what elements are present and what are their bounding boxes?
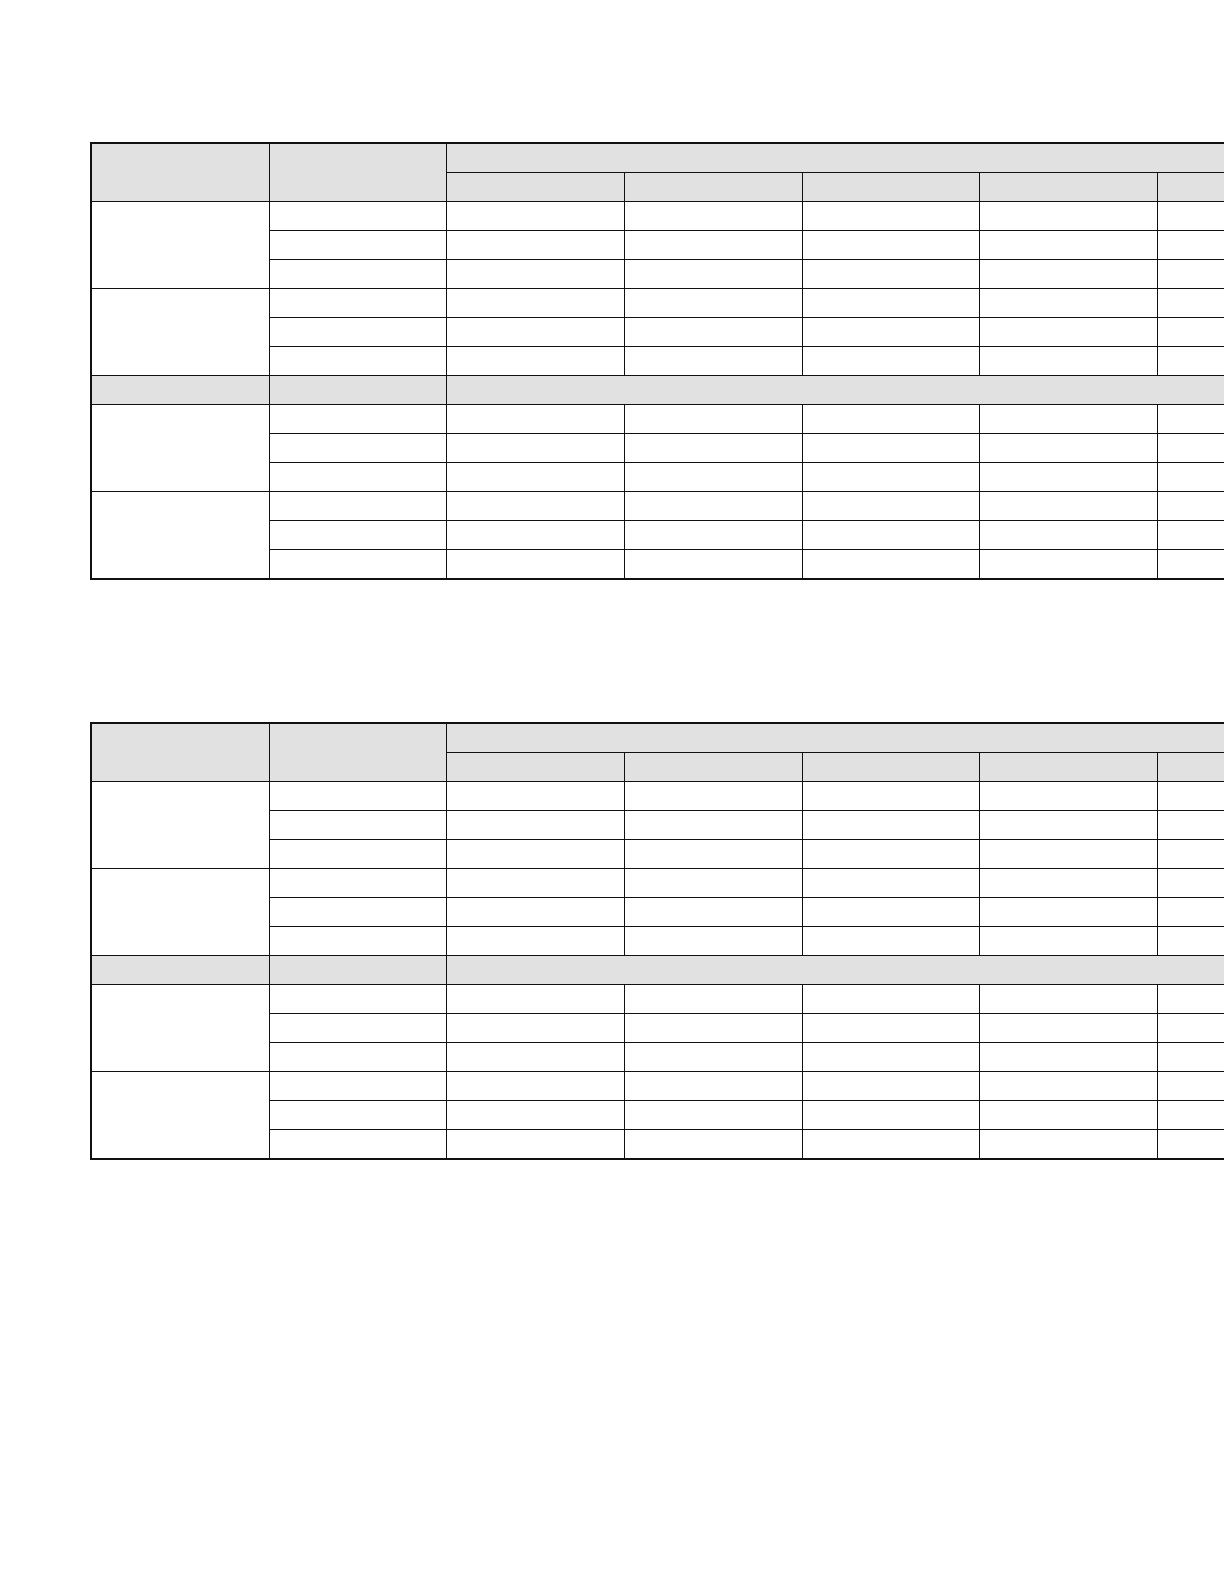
- item-cell: [269, 1014, 446, 1043]
- value-cell: [1157, 782, 1224, 811]
- section-band-row: [91, 956, 1224, 985]
- item-cell: [269, 347, 446, 376]
- table-row: [91, 202, 1224, 231]
- band-cell-span: [446, 376, 1224, 405]
- subheader-cell: [802, 173, 979, 202]
- section-band-row: [91, 376, 1224, 405]
- value-cell: [1157, 985, 1224, 1014]
- value-cell: [1157, 202, 1224, 231]
- item-cell: [269, 1101, 446, 1130]
- item-cell: [269, 1072, 446, 1101]
- value-cell: [446, 347, 624, 376]
- value-cell: [624, 840, 802, 869]
- item-cell: [269, 405, 446, 434]
- value-cell: [446, 318, 624, 347]
- value-cell: [1157, 927, 1224, 956]
- group-label-cell: [91, 869, 269, 956]
- item-cell: [269, 318, 446, 347]
- value-cell: [446, 231, 624, 260]
- subheader-cell: [979, 753, 1157, 782]
- value-cell: [802, 347, 979, 376]
- value-cell: [624, 1043, 802, 1072]
- value-cell: [624, 1072, 802, 1101]
- table-row: [91, 289, 1224, 318]
- value-cell: [1157, 898, 1224, 927]
- table-row: [91, 985, 1224, 1014]
- value-cell: [979, 1043, 1157, 1072]
- subheader-cell: [446, 753, 624, 782]
- value-cell: [802, 550, 979, 580]
- value-cell: [802, 492, 979, 521]
- value-cell: [979, 550, 1157, 580]
- group-label-cell: [91, 202, 269, 289]
- table-header-row: [91, 723, 1224, 753]
- value-cell: [446, 1101, 624, 1130]
- item-cell: [269, 492, 446, 521]
- value-cell: [446, 289, 624, 318]
- value-cell: [446, 840, 624, 869]
- value-cell: [624, 347, 802, 376]
- value-cell: [1157, 1072, 1224, 1101]
- value-cell: [446, 521, 624, 550]
- value-cell: [624, 405, 802, 434]
- value-cell: [1157, 811, 1224, 840]
- subheader-cell: [446, 173, 624, 202]
- value-cell: [624, 521, 802, 550]
- value-cell: [446, 1014, 624, 1043]
- value-cell: [802, 405, 979, 434]
- value-cell: [624, 550, 802, 580]
- value-cell: [802, 231, 979, 260]
- item-cell: [269, 289, 446, 318]
- item-cell: [269, 840, 446, 869]
- subheader-cell: [624, 753, 802, 782]
- data-table-1: [90, 142, 1224, 580]
- group-label-cell: [91, 1072, 269, 1160]
- item-cell: [269, 550, 446, 580]
- value-cell: [1157, 1130, 1224, 1160]
- value-cell: [979, 202, 1157, 231]
- value-cell: [979, 347, 1157, 376]
- value-cell: [979, 869, 1157, 898]
- value-cell: [446, 434, 624, 463]
- table-row: [91, 782, 1224, 811]
- value-cell: [446, 550, 624, 580]
- value-cell: [624, 1101, 802, 1130]
- subheader-cell: [1157, 173, 1224, 202]
- table-row: [91, 492, 1224, 521]
- item-cell: [269, 260, 446, 289]
- item-cell: [269, 231, 446, 260]
- value-cell: [446, 985, 624, 1014]
- value-cell: [1157, 869, 1224, 898]
- value-cell: [979, 1130, 1157, 1160]
- value-cell: [979, 492, 1157, 521]
- value-cell: [1157, 289, 1224, 318]
- value-cell: [802, 1130, 979, 1160]
- value-cell: [802, 1072, 979, 1101]
- value-cell: [624, 869, 802, 898]
- item-cell: [269, 782, 446, 811]
- value-cell: [446, 1072, 624, 1101]
- value-cell: [624, 1130, 802, 1160]
- table-row: [91, 869, 1224, 898]
- value-cell: [624, 492, 802, 521]
- item-cell: [269, 463, 446, 492]
- subheader-cell: [624, 173, 802, 202]
- subheader-cell: [1157, 753, 1224, 782]
- value-cell: [802, 521, 979, 550]
- item-cell: [269, 927, 446, 956]
- group-label-cell: [91, 405, 269, 492]
- value-cell: [979, 434, 1157, 463]
- value-cell: [802, 318, 979, 347]
- band-cell-item: [269, 956, 446, 985]
- value-cell: [802, 869, 979, 898]
- value-cell: [979, 1101, 1157, 1130]
- value-cell: [1157, 1014, 1224, 1043]
- item-cell: [269, 869, 446, 898]
- value-cell: [624, 1014, 802, 1043]
- value-cell: [1157, 347, 1224, 376]
- value-cell: [1157, 492, 1224, 521]
- band-cell-item: [269, 376, 446, 405]
- item-cell: [269, 521, 446, 550]
- item-cell: [269, 434, 446, 463]
- value-cell: [802, 898, 979, 927]
- value-cell: [802, 289, 979, 318]
- value-cell: [1157, 840, 1224, 869]
- value-cell: [1157, 1043, 1224, 1072]
- value-cell: [624, 260, 802, 289]
- value-cell: [624, 318, 802, 347]
- value-cell: [979, 405, 1157, 434]
- value-cell: [979, 840, 1157, 869]
- value-cell: [624, 782, 802, 811]
- band-cell-span: [446, 956, 1224, 985]
- value-cell: [979, 1014, 1157, 1043]
- item-cell: [269, 202, 446, 231]
- value-cell: [1157, 550, 1224, 580]
- band-cell-group: [91, 956, 269, 985]
- value-cell: [446, 782, 624, 811]
- item-cell: [269, 811, 446, 840]
- value-cell: [446, 463, 624, 492]
- value-cell: [446, 492, 624, 521]
- value-cell: [446, 405, 624, 434]
- value-cell: [446, 869, 624, 898]
- value-cell: [624, 985, 802, 1014]
- value-cell: [979, 1072, 1157, 1101]
- value-cell: [446, 927, 624, 956]
- value-cell: [446, 202, 624, 231]
- value-cell: [979, 811, 1157, 840]
- value-cell: [979, 927, 1157, 956]
- subheader-cell: [802, 753, 979, 782]
- item-cell: [269, 1130, 446, 1160]
- header-cell-group: [91, 723, 269, 782]
- value-cell: [624, 811, 802, 840]
- group-label-cell: [91, 289, 269, 376]
- value-cell: [1157, 463, 1224, 492]
- header-cell-group: [91, 143, 269, 202]
- value-cell: [979, 318, 1157, 347]
- value-cell: [802, 782, 979, 811]
- band-cell-group: [91, 376, 269, 405]
- value-cell: [446, 898, 624, 927]
- value-cell: [446, 811, 624, 840]
- value-cell: [802, 260, 979, 289]
- value-cell: [802, 840, 979, 869]
- value-cell: [446, 1043, 624, 1072]
- group-label-cell: [91, 782, 269, 869]
- value-cell: [802, 985, 979, 1014]
- value-cell: [1157, 231, 1224, 260]
- header-cell-span: [446, 723, 1224, 753]
- data-table-2: [90, 722, 1224, 1160]
- value-cell: [1157, 405, 1224, 434]
- value-cell: [802, 1014, 979, 1043]
- value-cell: [802, 1101, 979, 1130]
- value-cell: [624, 434, 802, 463]
- header-cell-item: [269, 143, 446, 202]
- value-cell: [1157, 260, 1224, 289]
- table-header-row: [91, 143, 1224, 173]
- table-row: [91, 405, 1224, 434]
- value-cell: [446, 260, 624, 289]
- value-cell: [624, 898, 802, 927]
- value-cell: [624, 231, 802, 260]
- subheader-cell: [979, 173, 1157, 202]
- value-cell: [802, 927, 979, 956]
- item-cell: [269, 898, 446, 927]
- value-cell: [624, 202, 802, 231]
- value-cell: [802, 1043, 979, 1072]
- value-cell: [979, 521, 1157, 550]
- value-cell: [979, 898, 1157, 927]
- value-cell: [1157, 318, 1224, 347]
- item-cell: [269, 1043, 446, 1072]
- value-cell: [1157, 521, 1224, 550]
- value-cell: [979, 782, 1157, 811]
- table-row: [91, 1072, 1224, 1101]
- value-cell: [802, 202, 979, 231]
- value-cell: [1157, 1101, 1224, 1130]
- group-label-cell: [91, 985, 269, 1072]
- value-cell: [802, 463, 979, 492]
- header-cell-item: [269, 723, 446, 782]
- value-cell: [1157, 434, 1224, 463]
- value-cell: [802, 434, 979, 463]
- value-cell: [979, 985, 1157, 1014]
- value-cell: [979, 289, 1157, 318]
- value-cell: [624, 463, 802, 492]
- value-cell: [446, 1130, 624, 1160]
- value-cell: [624, 927, 802, 956]
- value-cell: [802, 811, 979, 840]
- value-cell: [979, 231, 1157, 260]
- value-cell: [979, 463, 1157, 492]
- header-cell-span: [446, 143, 1224, 173]
- item-cell: [269, 985, 446, 1014]
- value-cell: [979, 260, 1157, 289]
- group-label-cell: [91, 492, 269, 580]
- value-cell: [624, 289, 802, 318]
